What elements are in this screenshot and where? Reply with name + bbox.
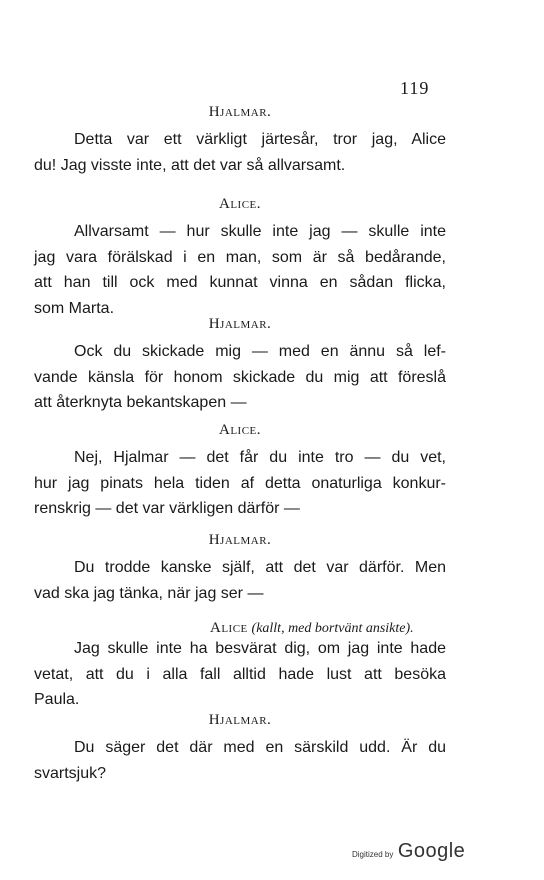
speech-line: du! Jag visste inte, att det var så allvarsamt. <box>34 156 346 174</box>
speech-line: vande känsla för honom skickade du mig att föreslå <box>34 368 446 386</box>
speech-line: Nej, Hjalmar — det får du inte tro — du vet, <box>74 449 446 466</box>
speech-text <box>34 445 446 522</box>
speaker-name: Hjalmar. <box>208 712 272 728</box>
stage-direction: (kallt, med bortvänt ansikte). <box>251 621 414 636</box>
speech-line: vetat, att du i alla fall alltid hade lust att besöka <box>34 665 446 683</box>
speech-text <box>34 339 446 416</box>
speech-line: vad ska jag tänka, när jag ser — <box>34 584 264 602</box>
speech-line: Ock du skickade mig — med en ännu så lef- <box>74 343 446 360</box>
speech-line: Jag skulle inte ha besvärat dig, om jag inte hade <box>74 640 446 657</box>
speech-text <box>34 127 446 178</box>
watermark-prefix: Digitized by <box>352 850 394 859</box>
speech-line: hur jag pinats hela tiden af detta onaturliga konkur- <box>34 474 446 492</box>
speaker-with-direction <box>210 620 414 637</box>
dialogue-block <box>34 104 446 178</box>
speaker-name: Hjalmar. <box>208 104 272 120</box>
dialogue-block <box>34 316 446 416</box>
dialogue-block <box>34 712 446 786</box>
speech-line: svartsjuk? <box>34 764 107 782</box>
speech-line: Allvarsamt — hur skulle inte jag — skulle inte <box>74 223 446 240</box>
speech-line: att återknyta bekantskapen — <box>34 394 247 411</box>
speech-line: jag vara förälskad i en man, som är så bedårande, <box>34 248 446 266</box>
dialogue-block <box>34 196 446 321</box>
speech-line: att han till ock med kunnat vinna en sådan flicka, <box>34 274 446 291</box>
speech-text <box>34 555 446 606</box>
speech-text <box>34 735 446 786</box>
speaker-name: Hjalmar. <box>208 316 272 332</box>
speech-line: som Marta. <box>34 299 115 317</box>
dialogue-block <box>34 532 446 606</box>
speech-line: Detta var ett värkligt järtesår, tror jag, Alice <box>74 131 446 148</box>
speech-line: Paula. <box>34 691 80 708</box>
page-number: 119 <box>400 78 430 98</box>
digitized-watermark <box>352 840 465 863</box>
speaker-name: Alice <box>210 620 248 636</box>
speech-line: renskrig — det var värkligen därför — <box>34 500 300 517</box>
google-logo: Google <box>397 840 466 862</box>
speech-text <box>34 636 446 713</box>
dialogue-block <box>34 422 446 522</box>
speech-text <box>34 219 446 321</box>
speaker-name: Hjalmar. <box>208 532 272 548</box>
speaker-name: Alice. <box>218 422 262 438</box>
dialogue-block <box>34 636 446 713</box>
speaker-name: Alice. <box>218 196 262 212</box>
speech-line: Du trodde kanske själf, att det var därför. Men <box>74 559 446 576</box>
speech-line: Du säger det där med en särskild udd. Är du <box>74 739 446 756</box>
